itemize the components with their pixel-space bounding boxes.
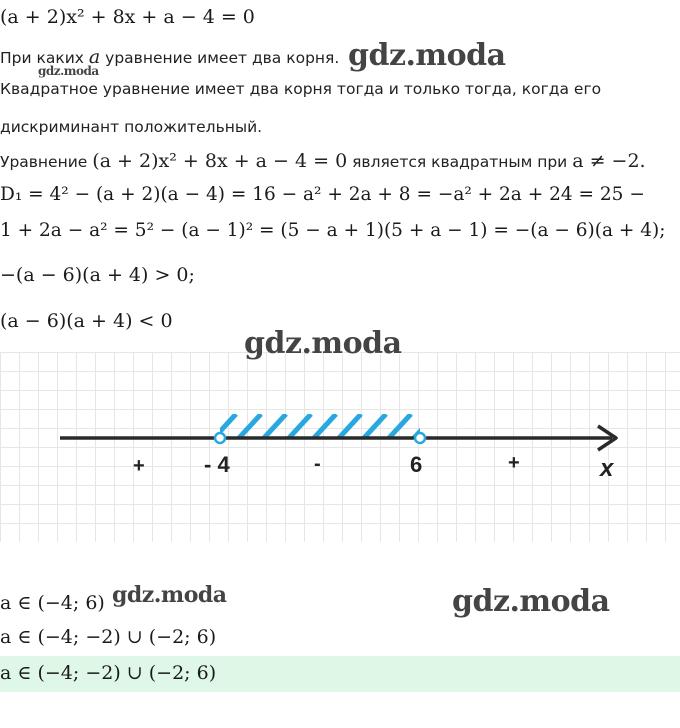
watermark-logo-small: gdz.moda: [38, 64, 99, 78]
label-6: 6: [410, 452, 423, 477]
watermark-logo: gdz.moda: [348, 38, 506, 73]
hatch-stroke: [314, 414, 336, 438]
hatch-stroke: [239, 414, 261, 438]
point-minus-4: [215, 433, 225, 443]
discriminant-row-1: D₁ = 4² − (a + 2)(a − 4) = 16 − a² + 2a + 8 = −a² + 2a + 24 = 25 −: [0, 184, 645, 205]
question-text: При каких: [0, 49, 84, 67]
answer-1: a ∈ (−4; 6): [0, 592, 105, 614]
explanation-line-3-middle: является квадратным при: [352, 153, 568, 171]
number-line: [0, 352, 680, 542]
inequality-2: (a − 6)(a + 4) < 0: [0, 310, 173, 332]
hatch-stroke: [289, 414, 311, 438]
hatch-stroke: [389, 414, 411, 438]
explanation-line-2: дискриминант положительный.: [0, 118, 263, 136]
watermark-logo: gdz.moda: [112, 582, 227, 608]
inequality-1: −(a − 6)(a + 4) > 0;: [0, 264, 195, 286]
discriminant-row-2: 1 + 2a − a² = 5² − (a − 1)² = (5 − a + 1)(5 + a − 1) = −(a − 6)(a + 4);: [0, 220, 666, 241]
hatch-stroke: [364, 414, 386, 438]
number-line-grid: [0, 352, 680, 542]
interval-hatching: [214, 414, 436, 438]
watermark-logo: gdz.moda: [244, 326, 402, 361]
axis-label-x: x: [600, 455, 614, 482]
explanation-line-3-text: Уравнение: [0, 153, 88, 171]
answer-2: a ∈ (−4; −2) ∪ (−2; 6): [0, 626, 217, 648]
point-6: [415, 433, 425, 443]
watermark-logo: gdz.moda: [452, 584, 610, 619]
problem-equation: (a + 2)x² + 8x + a − 4 = 0: [0, 6, 255, 28]
hatch-stroke: [339, 414, 361, 438]
sign-right: +: [508, 452, 520, 474]
hatch-stroke: [264, 414, 286, 438]
explanation-line-3: [0, 150, 646, 172]
sign-middle: -: [314, 453, 321, 475]
sign-left: +: [133, 455, 145, 477]
explanation-line-3-equation: (a + 2)x² + 8x + a − 4 = 0: [92, 150, 348, 172]
question-variable: a: [88, 46, 101, 68]
explanation-line-1: Квадратное уравнение имеет два корня тогда и только тогда, когда его: [0, 80, 602, 98]
label-minus-4: - 4: [204, 452, 230, 477]
question-rest: уравнение имеет два корня.: [105, 49, 340, 67]
explanation-line-3-condition: a ≠ −2.: [572, 150, 646, 172]
final-answer: a ∈ (−4; −2) ∪ (−2; 6): [0, 662, 217, 684]
